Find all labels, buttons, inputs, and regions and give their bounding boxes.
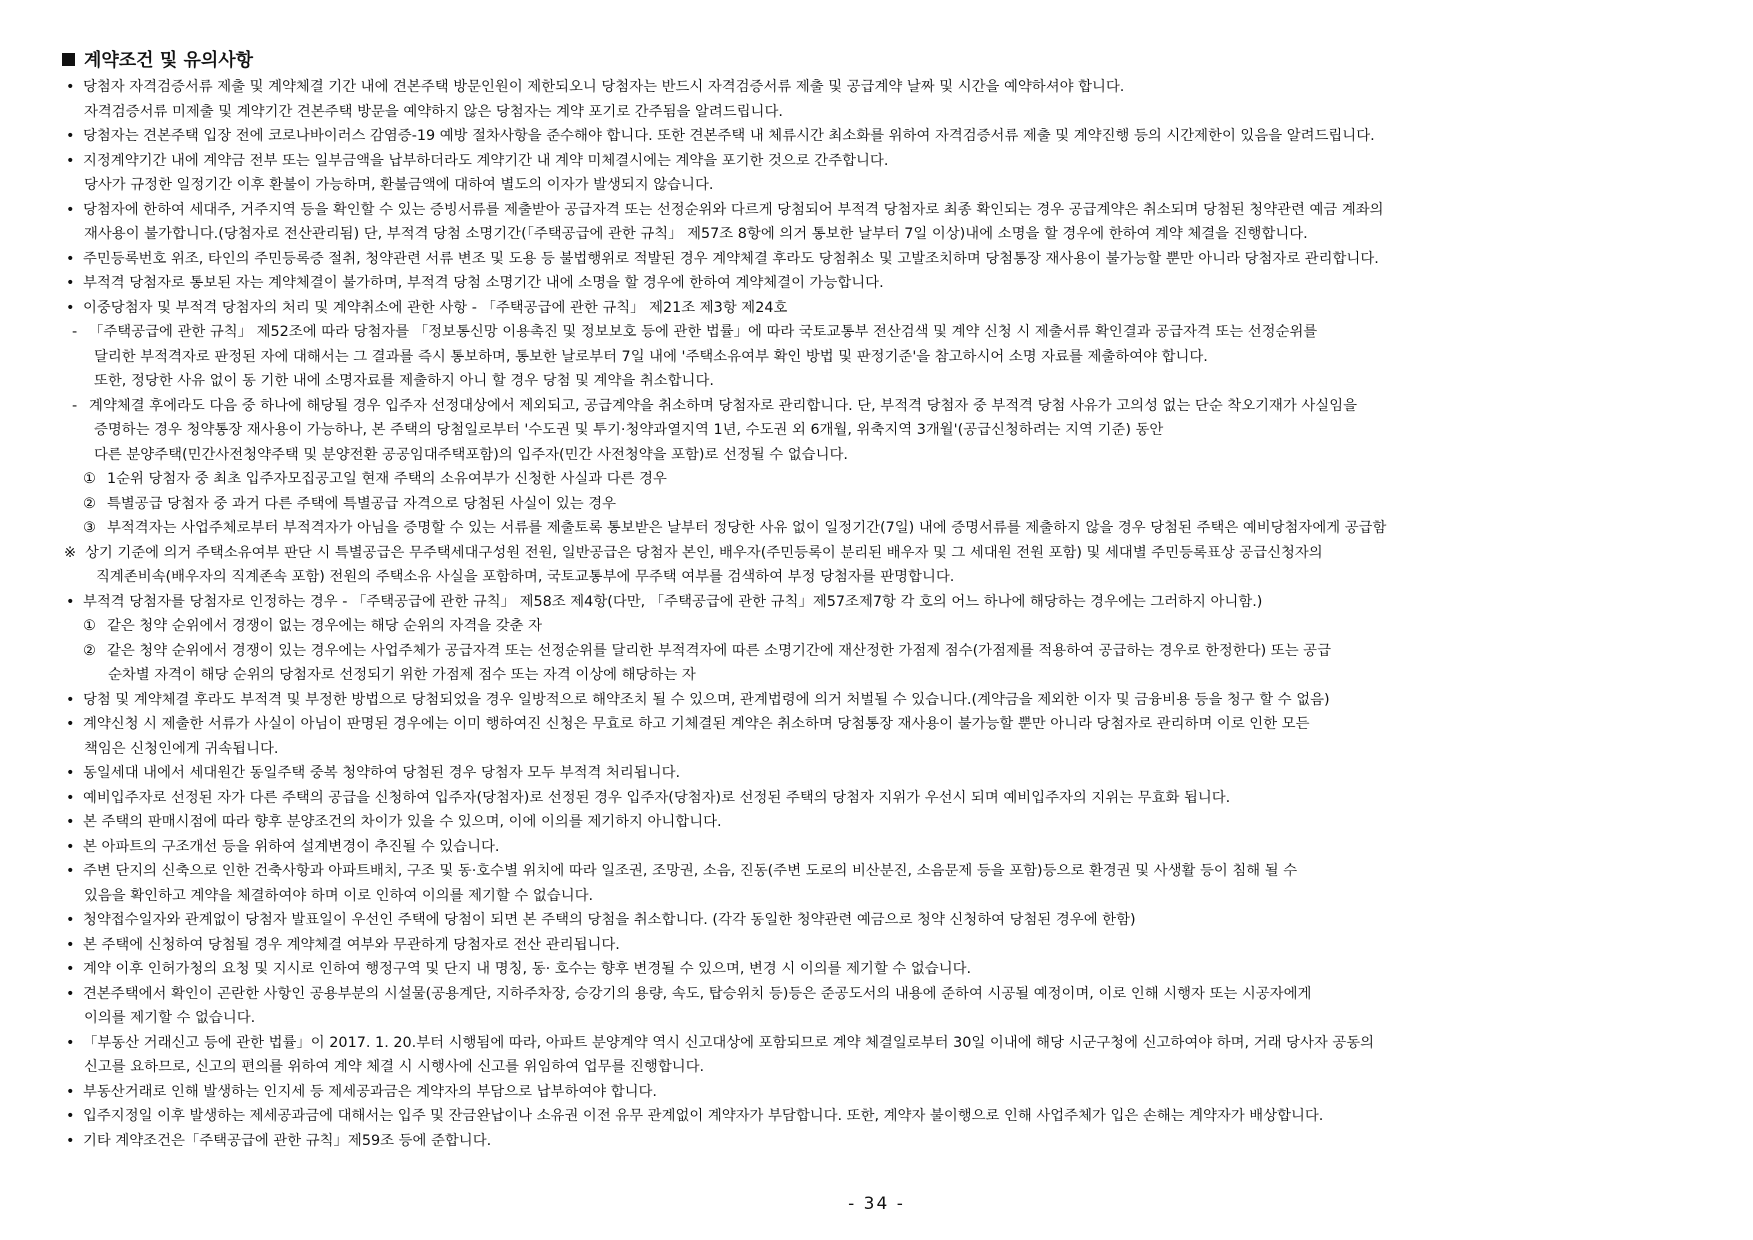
bullet-mark: • bbox=[66, 1132, 75, 1149]
list-item bbox=[60, 590, 1720, 615]
list-item bbox=[60, 198, 1720, 223]
bullet-mark: • bbox=[66, 152, 75, 169]
numbered-item bbox=[60, 516, 1720, 541]
list-item bbox=[60, 712, 1720, 737]
section-title: 계약조건 및 유의사항 bbox=[84, 50, 254, 71]
list-item bbox=[60, 933, 1720, 958]
item-text: 재사용이 불가합니다.(당첨자로 전산관리됨) 단, 부적격 당첨 소명기간(「주택공급에 관한 규칙」 제57조 8항에 의거 통보한 날부터 7일 이상)내에 소명을 할 경우에 한하여 계약 체결을 진행합니다. bbox=[84, 226, 1308, 242]
list-item bbox=[60, 1129, 1720, 1154]
list-item bbox=[60, 271, 1720, 296]
item-text: 기타 계약조건은「주택공급에 관한 규칙」제59조 등에 준합니다. bbox=[83, 1132, 492, 1149]
bullet-mark: • bbox=[66, 299, 75, 316]
item-text: 책임은 신청인에게 귀속됩니다. bbox=[84, 740, 279, 757]
bullet-mark: • bbox=[66, 789, 75, 806]
document-page bbox=[60, 46, 1720, 1153]
list-item bbox=[60, 859, 1720, 884]
item-text: 「주택공급에 관한 규칙」 제52조에 따라 당첨자를 「정보통신망 이용촉진 및 정보보호 등에 관한 법률」에 따라 국토교통부 전산검색 및 계약 신청 시 제출서류 확인결과 공급자격 또는 선정순위를 bbox=[89, 324, 1318, 340]
note-item-continuation bbox=[60, 565, 1720, 590]
list-item bbox=[60, 908, 1720, 933]
bullet-mark: • bbox=[66, 961, 75, 977]
item-text: 계약신청 시 제출한 서류가 사실이 아님이 판명된 경우에는 이미 행하여진 신청은 무효로 하고 기체결된 계약은 취소하며 당첨통장 재사용이 불가능할 뿐만 아니라 당첨자로 관리하며 이로 인한 모든 bbox=[83, 716, 1310, 732]
item-text: 이중당첨자 및 부적격 당첨자의 처리 및 계약취소에 관한 사항 - 「주택공급에 관한 규칙」 제21조 제3항 제24호 bbox=[83, 299, 788, 316]
item-text: 다른 분양주택(민간사전청약주택 및 분양전환 공공임대주택포함)의 입주자(민간 사전청약을 포함)로 선정될 수 없습니다. bbox=[94, 446, 848, 463]
item-text: 있음을 확인하고 계약을 체결하여야 하며 이로 인하여 이의를 제기할 수 없습니다. bbox=[84, 887, 594, 904]
bullet-mark: • bbox=[66, 912, 75, 928]
item-text: 같은 청약 순위에서 경쟁이 있는 경우에는 사업주체가 공급자격 또는 선정순위를 달리한 부적격자에 따른 소명기간에 재산정한 가점제 점수(가점제를 적용하여 공급하는 경우로 한정한다) 또는 공급 bbox=[107, 642, 1331, 659]
sub-item bbox=[60, 394, 1720, 419]
item-text: 부동산거래로 인해 발생하는 인지세 등 제세공과금은 계약자의 부담으로 납부하여야 합니다. bbox=[83, 1083, 657, 1100]
note-item bbox=[60, 541, 1720, 566]
item-text: 당첨자는 견본주택 입장 전에 코로나바이러스 감염증-19 예방 절차사항을 준수해야 합니다. 또한 견본주택 내 체류시간 최소화를 위하여 자격검증서류 제출 및 계약진행 등의 시간제한이 있음을 알려드립니다. bbox=[83, 128, 1375, 144]
numbered-item bbox=[60, 639, 1720, 664]
item-text: 예비입주자로 선정된 자가 다른 주택의 공급을 신청하여 입주자(당첨자)로 선정된 경우 입주자(당첨자)로 선정된 주택의 당첨자 지위가 우선시 되며 예비입주자의 지위는 무효화 됩니다. bbox=[83, 789, 1231, 806]
dash-mark: - bbox=[72, 397, 78, 414]
circled-number: ① bbox=[83, 618, 96, 634]
item-text: 당첨 및 계약체결 후라도 부적격 및 부정한 방법으로 당첨되었을 경우 일방적으로 해약조치 될 수 있으며, 관계법령에 의거 처벌될 수 있습니다.(계약금을 제외한 이자 및 금융비용 등을 청구 할 수 없음) bbox=[83, 691, 1330, 708]
list-item bbox=[60, 810, 1720, 835]
bullet-mark: • bbox=[66, 936, 75, 953]
list-item-continuation bbox=[60, 1006, 1720, 1031]
circled-number: ③ bbox=[83, 520, 96, 536]
circled-number: ② bbox=[83, 642, 96, 659]
list-item bbox=[60, 1031, 1720, 1056]
numbered-item-continuation bbox=[60, 663, 1720, 688]
numbered-item bbox=[60, 614, 1720, 639]
bullet-mark: • bbox=[66, 201, 75, 218]
item-text: 증명하는 경우 청약통장 재사용이 가능하나, 본 주택의 당첨일로부터 '수도권 및 투기·청약과열지역 1년, 수도권 외 6개월, 위축지역 3개월'(공급신청하려는 지역 기준) 동안 bbox=[94, 422, 1164, 438]
item-text: 같은 청약 순위에서 경쟁이 없는 경우에는 해당 순위의 자격을 갖춘 자 bbox=[107, 618, 542, 634]
list-item bbox=[60, 761, 1720, 786]
item-text: 동일세대 내에서 세대원간 동일주택 중복 청약하여 당첨된 경우 당첨자 모두 부적격 처리됩니다. bbox=[83, 765, 681, 781]
item-text: 본 주택에 신청하여 당첨될 경우 계약체결 여부와 무관하게 당첨자로 전산 관리됩니다. bbox=[83, 936, 620, 953]
sub-item-continuation bbox=[60, 418, 1720, 443]
list-item bbox=[60, 835, 1720, 860]
bullet-mark: • bbox=[66, 691, 75, 708]
item-text: 1순위 당첨자 중 최초 입주자모집공고일 현재 주택의 소유여부가 신청한 사실과 다른 경우 bbox=[107, 471, 667, 487]
item-text: 부적격자는 사업주체로부터 부적격자가 아님을 증명할 수 있는 서류를 제출토록 통보받은 날부터 정당한 사유 없이 일정기간(7일) 내에 증명서류를 제출하지 않을 경우 당첨된 주택은 예비당첨자에게 공급함 bbox=[107, 520, 1387, 536]
item-text: 계약 이후 인허가청의 요청 및 지시로 인하여 행정구역 및 단지 내 명칭, 동· 호수는 향후 변경될 수 있으며, 변경 시 이의를 제기할 수 없습니다. bbox=[83, 961, 972, 977]
conditions-list bbox=[60, 75, 1720, 1153]
bullet-mark: • bbox=[66, 593, 75, 610]
bullet-mark: • bbox=[66, 863, 75, 879]
item-text: 자격검증서류 미제출 및 계약기간 견본주택 방문을 예약하지 않은 당첨자는 계약 포기로 간주됨을 알려드립니다. bbox=[84, 103, 783, 120]
bullet-mark: • bbox=[66, 765, 75, 781]
page-number: - 34 - bbox=[848, 1194, 905, 1214]
reference-mark: ※ bbox=[64, 544, 77, 561]
list-item bbox=[60, 75, 1720, 100]
dash-mark: - bbox=[72, 324, 78, 340]
item-text: 직계존비속(배우자의 직계존속 포함) 전원의 주택소유 사실을 포함하며, 국토교통부에 무주택 여부를 검색하여 부정 당첨자를 판명합니다. bbox=[96, 569, 955, 585]
circled-number: ① bbox=[83, 471, 96, 487]
item-text: 당첨자 자격검증서류 제출 및 계약체결 기간 내에 견본주택 방문인원이 제한되오니 당첨자는 반드시 자격검증서류 제출 및 공급계약 날짜 및 시간을 예약하셔야 합니다. bbox=[83, 79, 1125, 95]
sub-item-continuation bbox=[60, 369, 1720, 394]
list-item bbox=[60, 1080, 1720, 1105]
list-item bbox=[60, 296, 1720, 321]
list-item bbox=[60, 124, 1720, 149]
list-item-continuation bbox=[60, 100, 1720, 125]
item-text: 당사가 규정한 일정기간 이후 환불이 가능하며, 환불금액에 대하여 별도의 이자가 발생되지 않습니다. bbox=[84, 177, 714, 193]
list-item bbox=[60, 688, 1720, 713]
list-item-continuation bbox=[60, 222, 1720, 247]
bullet-mark: • bbox=[66, 1108, 75, 1124]
item-text: 본 아파트의 구조개선 등을 위하여 설계변경이 추진될 수 있습니다. bbox=[83, 838, 500, 855]
item-text: 청약접수일자와 관계없이 당첨자 발표일이 우선인 주택에 당첨이 되면 본 주택의 당첨을 취소합니다. (각각 동일한 청약관련 예금으로 청약 신청하여 당첨된 경우에 한함) bbox=[83, 912, 1136, 928]
bullet-mark: • bbox=[66, 128, 75, 144]
item-text: 이의를 제기할 수 없습니다. bbox=[84, 1010, 256, 1026]
item-text: 견본주택에서 확인이 곤란한 사항인 공용부분의 시설물(공용계단, 지하주차장, 승강기의 용량, 속도, 탑승위치 등)등은 준공도서의 내용에 준하여 시공될 예정이며, 이로 인해 시행자 또는 시공자에게 bbox=[83, 985, 1312, 1002]
list-item-continuation bbox=[60, 737, 1720, 762]
bullet-mark: • bbox=[66, 1083, 75, 1100]
item-text: 당첨자에 한하여 세대주, 거주지역 등을 확인할 수 있는 증빙서류를 제출받아 공급자격 또는 선정순위와 다르게 당첨되어 부적격 당첨자로 최종 확인되는 경우 공급계약은 취소되며 당첨된 청약관련 예금 계좌의 bbox=[83, 201, 1384, 218]
item-text: 달리한 부적격자로 판정된 자에 대해서는 그 결과를 즉시 통보하며, 통보한 날로부터 7일 내에 '주택소유여부 확인 방법 및 판정기준'을 참고하시어 소명 자료를 제출하여야 합니다. bbox=[94, 348, 1208, 365]
item-text: 상기 기준에 의거 주택소유여부 판단 시 특별공급은 무주택세대구성원 전원, 일반공급은 당첨자 본인, 배우자(주민등록이 분리된 배우자 및 그 세대원 전원 포함) 및 세대별 주민등록표상 공급신청자의 bbox=[85, 544, 1323, 561]
list-item-continuation bbox=[60, 884, 1720, 909]
list-item bbox=[60, 786, 1720, 811]
item-text: 본 주택의 판매시점에 따라 향후 분양조건의 차이가 있을 수 있으며, 이에 이의를 제기하지 아니합니다. bbox=[83, 814, 722, 830]
sub-item-continuation bbox=[60, 443, 1720, 468]
item-text: 「부동산 거래신고 등에 관한 법률」이 2017. 1. 20.부터 시행됨에 따라, 아파트 분양계약 역시 신고대상에 포함되므로 계약 체결일로부터 30일 이내에 해당 시군구청에 신고하여야 하며, 거래 당사자 공동의 bbox=[83, 1034, 1375, 1051]
item-text: 부적격 당첨자로 통보된 자는 계약체결이 불가하며, 부적격 당첨 소명기간 내에 소명을 할 경우에 한하여 계약체결이 가능합니다. bbox=[83, 275, 884, 291]
bullet-mark: • bbox=[66, 814, 75, 830]
bullet-mark: • bbox=[66, 838, 75, 855]
list-item bbox=[60, 149, 1720, 174]
bullet-mark: • bbox=[66, 716, 75, 732]
list-item-continuation bbox=[60, 173, 1720, 198]
bullet-mark: • bbox=[66, 1034, 75, 1051]
bullet-mark: • bbox=[66, 250, 75, 267]
sub-item bbox=[60, 320, 1720, 345]
list-item-continuation bbox=[60, 1055, 1720, 1080]
list-item bbox=[60, 982, 1720, 1007]
item-text: 신고를 요하므로, 신고의 편의를 위하여 계약 체결 시 시행사에 신고를 위임하여 업무를 진행합니다. bbox=[84, 1059, 705, 1075]
list-item bbox=[60, 1104, 1720, 1129]
item-text: 계약체결 후에라도 다음 중 하나에 해당될 경우 입주자 선정대상에서 제외되고, 공급계약을 취소하며 당첨자로 관리합니다. 단, 부적격 당첨자 중 부적격 당첨 사유가 고의성 없는 단순 착오기재가 사실임을 bbox=[89, 397, 1357, 414]
bullet-mark: • bbox=[66, 985, 75, 1002]
item-text: 또한, 정당한 사유 없이 동 기한 내에 소명자료를 제출하지 아니 할 경우 당첨 및 계약을 취소합니다. bbox=[94, 373, 714, 389]
item-text: 입주지정일 이후 발생하는 제세공과금에 대해서는 입주 및 잔금완납이나 소유권 이전 유무 관계없이 계약자가 부담합니다. 또한, 계약자 불이행으로 인해 사업주체가 입은 손해는 계약자가 배상합니다. bbox=[83, 1108, 1324, 1124]
list-item bbox=[60, 247, 1720, 272]
item-text: 주민등록번호 위조, 타인의 주민등록증 절취, 청약관련 서류 변조 및 도용 등 불법행위로 적발된 경우 계약체결 후라도 당첨취소 및 고발조치하며 당첨통장 재사용이 불가능할 뿐만 아니라 당첨자로 관리합니다. bbox=[83, 250, 1379, 267]
black-square-icon bbox=[62, 53, 75, 66]
bullet-mark: • bbox=[66, 79, 75, 95]
section-heading bbox=[60, 46, 1720, 72]
item-text: 주변 단지의 신축으로 인한 건축사항과 아파트배치, 구조 및 동·호수별 위치에 따라 일조권, 조망권, 소음, 진동(주변 도로의 비산분진, 소음문제 등을 포함)등으로 환경권 및 사생활 등이 침해 될 수 bbox=[83, 863, 1298, 879]
item-text: 지정계약기간 내에 계약금 전부 또는 일부금액을 납부하더라도 계약기간 내 계약 미체결시에는 계약을 포기한 것으로 간주합니다. bbox=[83, 152, 889, 169]
list-item bbox=[60, 957, 1720, 982]
numbered-item bbox=[60, 467, 1720, 492]
item-text: 순차별 자격이 해당 순위의 당첨자로 선정되기 위한 가점제 점수 또는 자격 이상에 해당하는 자 bbox=[108, 667, 696, 683]
item-text: 부적격 당첨자를 당첨자로 인정하는 경우 - 「주택공급에 관한 규칙」 제58조 제4항(다만, 「주택공급에 관한 규칙」제57조제7항 각 호의 어느 하나에 해당하는 경우에는 그러하지 아니함.) bbox=[83, 593, 1263, 610]
bullet-mark: • bbox=[66, 275, 75, 291]
circled-number: ② bbox=[83, 495, 96, 512]
item-text: 특별공급 당첨자 중 과거 다른 주택에 특별공급 자격으로 당첨된 사실이 있는 경우 bbox=[107, 495, 617, 512]
numbered-item bbox=[60, 492, 1720, 517]
sub-item-continuation bbox=[60, 345, 1720, 370]
